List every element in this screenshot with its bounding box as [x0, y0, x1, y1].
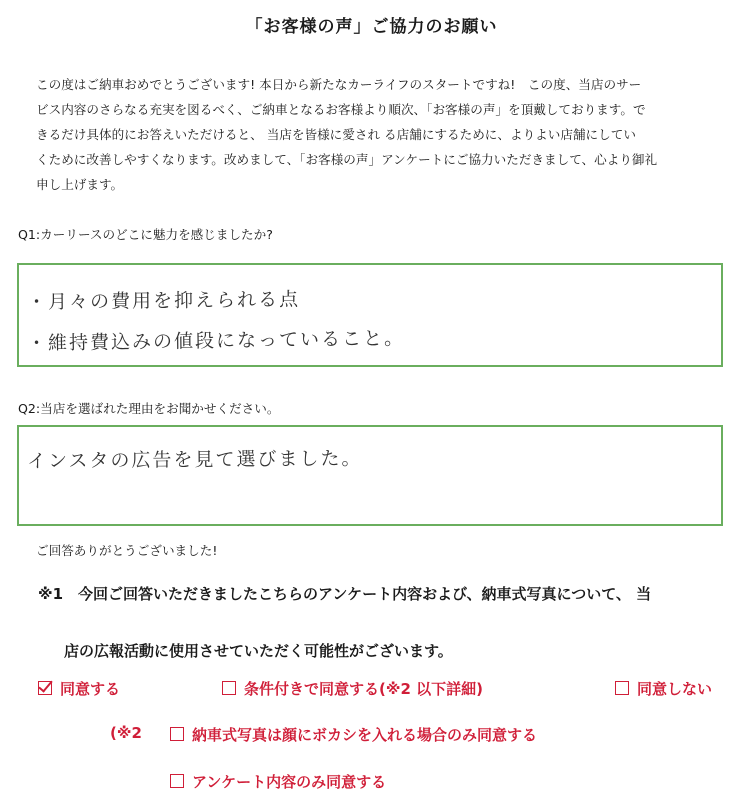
checkbox-icon[interactable] [170, 727, 184, 741]
option-conditional-agree[interactable] [222, 678, 483, 699]
checkbox-checked-icon[interactable] [38, 681, 52, 695]
handwritten-answer: ・維持費込みの値段になっていること。 [26, 327, 406, 355]
notice-line: ※1 今回ご回答いただきましたこちらのアンケート内容および、納車式写真について、 当 [38, 585, 652, 603]
answer-box-2[interactable] [17, 425, 723, 526]
option-label: 条件付きで同意する(※2 以下詳細) [244, 680, 483, 698]
condition-note-mark: (※2 [110, 724, 142, 742]
handwritten-answer: インスタの広告を見て選びました。 [26, 447, 363, 473]
question-1: Q1:カーリースのどこに魅力を感じましたか? [18, 227, 273, 242]
option-label: アンケート内容のみ同意する [192, 773, 387, 791]
option-survey-only[interactable] [170, 771, 386, 792]
option-blur-face[interactable] [170, 724, 537, 745]
handwritten-answer: ・月々の費用を抑えられる点 [26, 288, 301, 314]
intro-line: くために改善しやすくなります。改めまして、「お客様の声」アンケートにご協力いただきまして、心より御礼 [36, 152, 658, 167]
option-disagree[interactable] [615, 678, 712, 699]
intro-paragraph [36, 72, 708, 197]
intro-line: この度はご納車おめでとうございます! 本日から新たなカーライフのスタートですね! この度、当店のサー [36, 77, 642, 92]
option-label: 納車式写真は顔にボカシを入れる場合のみ同意する [192, 726, 538, 744]
answer-box-1[interactable] [17, 263, 723, 367]
usage-notice [38, 574, 728, 671]
intro-line: ビス内容のさらなる充実を図るべく、ご納車となるお客様より順次、「お客様の声」を頂戴しております。で [36, 102, 646, 117]
checkbox-icon[interactable] [615, 681, 629, 695]
intro-line: 申し上げます。 [36, 177, 124, 192]
intro-line: きるだけ具体的にお答えいただけると、 当店を皆様に愛され る店舗にするために、よりよい店舗にしてい [36, 127, 636, 142]
option-label: 同意する [60, 680, 121, 698]
notice-line: 店の広報活動に使用させていただく可能性がございます。 [64, 642, 453, 660]
checkbox-icon[interactable] [222, 681, 236, 695]
thanks-message: ご回答ありがとうございました! [36, 543, 218, 558]
checkbox-icon[interactable] [170, 774, 184, 788]
page-title: 「お客様の声」ご協力のお願い [245, 17, 498, 37]
option-label: 同意しない [637, 680, 713, 698]
question-2: Q2:当店を選ばれた理由をお聞かせください。 [18, 401, 280, 416]
option-agree[interactable] [38, 678, 120, 699]
